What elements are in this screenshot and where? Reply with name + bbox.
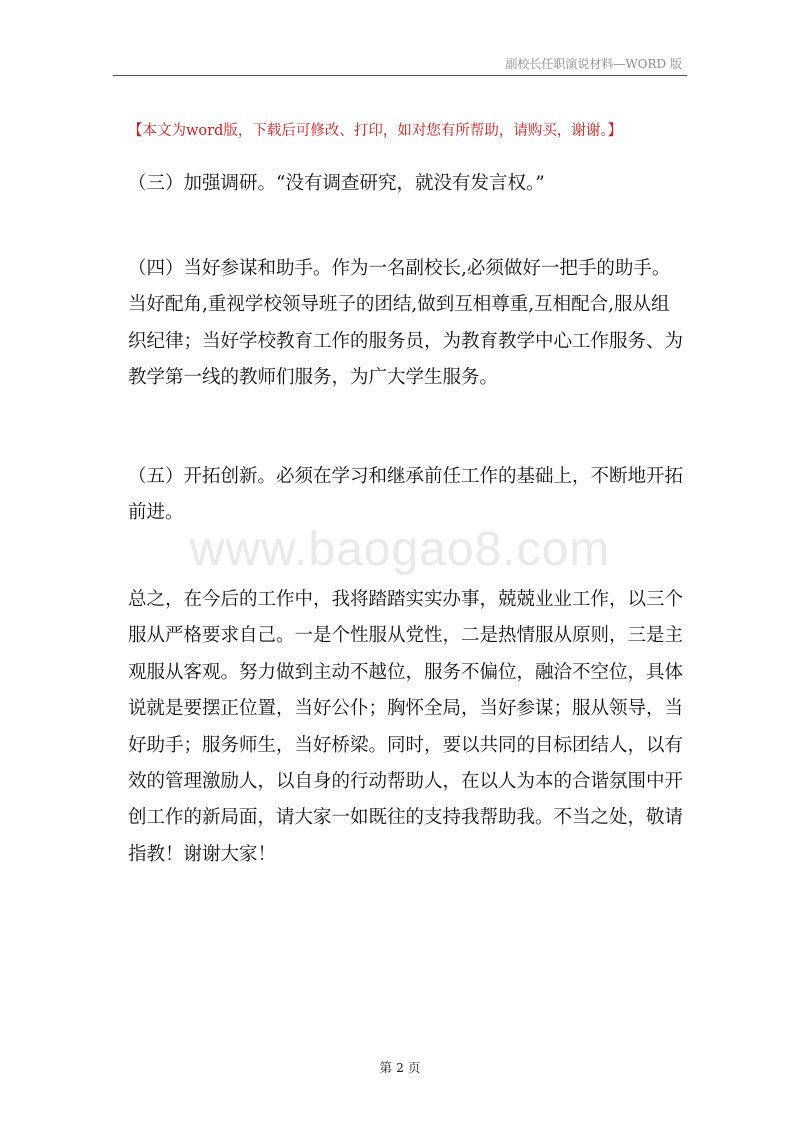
running-header: 副校长任职演说材料—WORD 版 — [505, 57, 682, 71]
paragraph-conclusion: 总之，在今后的工作中，我将踏踏实实办事，兢兢业业工作，以三个服从严格要求自己。一是个性服从党性，二是热情服从原则，三是主观服从客观。努力做到主动不越位，服务不偏位，融洽不空位，具体说就是要摆正位置，当好公仆；胸怀全局，当好参谋；服从领导，当好助手；服务师生，当好桥梁。同时，要以共同的目标团结人，以有效的管理激励人，以自身的行动帮助人，在以人为本的合谐氛围中开创工作的新局面，请大家一如既往的支持我帮助我。不当之处，敬请指教！谢谢大家！ — [128, 589, 684, 865]
paragraph-research: （三）加强调研。“没有调查研究，就没有发言权。” — [128, 173, 545, 194]
page-number: 第 2 页 — [379, 1060, 421, 1075]
purchase-notice: 【本文为word版，下载后可修改、打印，如对您有所帮助，请购买，谢谢。】 — [128, 123, 623, 139]
header-divider — [113, 75, 687, 76]
watermark: www.baogao8.com — [189, 523, 611, 576]
paragraph-innovation: （五）开拓创新。必须在学习和继承前任工作的基础上，不断地开拓前进。 — [128, 466, 684, 524]
paragraph-assistant: （四）当好参谋和助手。作为一名副校长,必须做好一把手的助手。当好配角,重视学校领导班子的团结,做到互相尊重,互相配合,服从组织纪律；当好学校教育工作的服务员，为教育教学中心工作服务、为教学第一线的教师们服务，为广大学生服务。 — [128, 258, 684, 389]
